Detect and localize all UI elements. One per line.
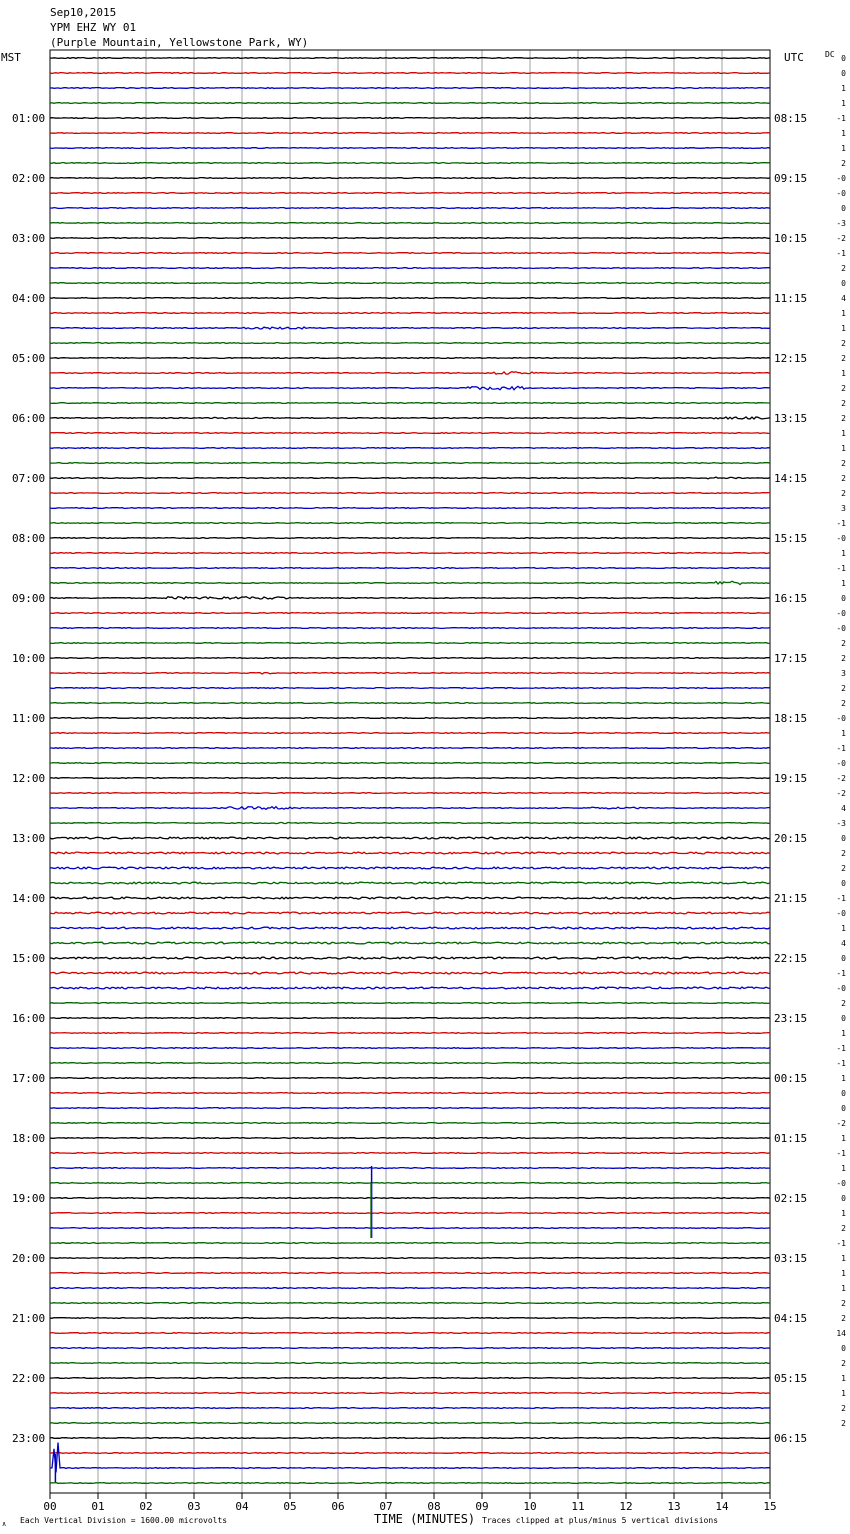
trace-line xyxy=(50,1378,770,1379)
dc-offset-value: -2 xyxy=(836,1119,846,1128)
trace-line xyxy=(50,793,770,794)
trace-line xyxy=(50,1198,770,1199)
trace-line xyxy=(50,882,770,884)
right-hour-label: 05:15 xyxy=(774,1372,808,1385)
dc-offset-value: 0 xyxy=(841,834,846,843)
trace-line xyxy=(50,268,770,269)
dc-offset-value: 2 xyxy=(841,159,846,168)
x-tick-label: 14 xyxy=(715,1500,729,1513)
dc-offset-value: 0 xyxy=(841,1194,846,1203)
dc-offset-value: 1 xyxy=(841,1374,846,1383)
dc-offset-value: 1 xyxy=(841,1029,846,1038)
record-date: Sep10,2015 xyxy=(50,6,117,19)
trace-line xyxy=(50,1108,770,1109)
trace-line xyxy=(50,283,770,284)
dc-offset-value: 2 xyxy=(841,489,846,498)
dc-offset-value: 0 xyxy=(841,204,846,213)
dc-offset-value: -1 xyxy=(836,1044,846,1053)
trace-line xyxy=(50,477,770,479)
trace-line xyxy=(50,1348,770,1349)
time-labels xyxy=(12,54,846,1445)
trace-line xyxy=(50,1303,770,1304)
trace-line xyxy=(50,1438,770,1439)
x-tick-label: 15 xyxy=(763,1500,777,1513)
dc-offset-value: -2 xyxy=(836,234,846,243)
x-tick-label: 10 xyxy=(523,1500,537,1513)
dc-offset-value: 0 xyxy=(841,1014,846,1023)
trace-line xyxy=(50,178,770,179)
dc-offset-value: 2 xyxy=(841,414,846,423)
right-hour-label: 21:15 xyxy=(774,892,808,905)
left-hour-label: 20:00 xyxy=(12,1252,46,1265)
trace-line xyxy=(50,1423,770,1424)
trace-line xyxy=(50,493,770,494)
trace-line xyxy=(50,343,770,344)
dc-offset-value: 0 xyxy=(841,54,846,63)
right-hour-label: 23:15 xyxy=(774,1012,808,1025)
trace-line xyxy=(50,523,770,524)
trace-line xyxy=(50,508,770,509)
trace-line xyxy=(50,88,770,89)
dc-offset-value: -0 xyxy=(836,624,846,633)
dc-offset-value: 3 xyxy=(841,669,846,678)
trace-line xyxy=(50,1443,770,1473)
dc-offset-value: 0 xyxy=(841,1104,846,1113)
trace-line xyxy=(50,957,770,959)
x-tick-label: 06 xyxy=(331,1500,345,1513)
dc-offset-value: -0 xyxy=(836,174,846,183)
right-hour-label: 01:15 xyxy=(774,1132,808,1145)
dc-offset-value: -1 xyxy=(836,969,846,978)
right-hour-label: 14:15 xyxy=(774,472,808,485)
left-hour-label: 22:00 xyxy=(12,1372,46,1385)
dc-offset-value: -0 xyxy=(836,759,846,768)
dc-offset-value: 1 xyxy=(841,1269,846,1278)
left-hour-label: 09:00 xyxy=(12,592,46,605)
dc-offset-value: -1 xyxy=(836,1239,846,1248)
trace-line xyxy=(50,581,770,584)
trace-line xyxy=(50,133,770,134)
right-hour-label: 16:15 xyxy=(774,592,808,605)
dc-offset-value: -1 xyxy=(836,894,846,903)
dc-offset-value: -1 xyxy=(836,564,846,573)
dc-offset-value: 1 xyxy=(841,444,846,453)
dc-offset-value: -0 xyxy=(836,909,846,918)
trace-line xyxy=(50,1168,770,1169)
x-tick-label: 02 xyxy=(139,1500,153,1513)
dc-offset-value: -1 xyxy=(836,114,846,123)
right-hour-label: 06:15 xyxy=(774,1432,808,1445)
right-hour-label: 19:15 xyxy=(774,772,808,785)
x-axis-title: TIME (MINUTES) xyxy=(374,1512,476,1526)
dc-offset-value: 1 xyxy=(841,1164,846,1173)
dc-offset-value: 2 xyxy=(841,1404,846,1413)
trace-line xyxy=(50,867,770,869)
trace-line xyxy=(50,58,770,59)
dc-offset-value: 1 xyxy=(841,1284,846,1293)
left-hour-label: 08:00 xyxy=(12,532,46,545)
dc-offset-value: 1 xyxy=(841,1209,846,1218)
dc-offset-value: -1 xyxy=(836,1149,846,1158)
dc-offset-value: 1 xyxy=(841,324,846,333)
trace-line xyxy=(50,1258,770,1259)
dc-offset-value: 2 xyxy=(841,1419,846,1428)
dc-offset-value: 1 xyxy=(841,429,846,438)
trace-line xyxy=(50,1408,770,1409)
right-hour-label: 04:15 xyxy=(774,1312,808,1325)
trace-line xyxy=(50,837,770,839)
x-tick-label: 11 xyxy=(571,1500,585,1513)
left-hour-label: 01:00 xyxy=(12,112,46,125)
right-hour-label: 03:15 xyxy=(774,1252,808,1265)
trace-line xyxy=(50,748,770,749)
trace-line xyxy=(50,118,770,119)
dc-offset-value: 2 xyxy=(841,999,846,1008)
trace-line xyxy=(50,897,770,899)
dc-offset-value: -0 xyxy=(836,714,846,723)
left-hour-label: 13:00 xyxy=(12,832,46,845)
trace-line xyxy=(50,568,770,569)
trace-line xyxy=(50,1018,770,1019)
right-hour-label: 10:15 xyxy=(774,232,808,245)
dc-offset-value: 2 xyxy=(841,654,846,663)
dc-offset-value: 2 xyxy=(841,459,846,468)
trace-line xyxy=(50,822,770,823)
trace-line xyxy=(50,703,770,704)
dc-offset-value: -0 xyxy=(836,534,846,543)
dc-offset-value: 0 xyxy=(841,594,846,603)
dc-offset-value: 1 xyxy=(841,579,846,588)
trace-line xyxy=(50,1078,770,1079)
trace-line xyxy=(50,193,770,194)
trace-line xyxy=(50,1003,770,1004)
dc-offset-value: -1 xyxy=(836,519,846,528)
right-hour-label: 12:15 xyxy=(774,352,808,365)
dc-offset-value: 0 xyxy=(841,1344,846,1353)
dc-offset-value: 4 xyxy=(841,939,846,948)
trace-line xyxy=(50,298,770,299)
dc-offset-value: -1 xyxy=(836,249,846,258)
trace-line xyxy=(50,208,770,209)
trace-line xyxy=(50,972,770,974)
left-hour-label: 16:00 xyxy=(12,1012,46,1025)
trace-line xyxy=(50,327,770,329)
x-tick-label: 04 xyxy=(235,1500,249,1513)
trace-line xyxy=(50,73,770,74)
x-tick-label: 00 xyxy=(43,1500,57,1513)
left-hour-label: 18:00 xyxy=(12,1132,46,1145)
trace-line xyxy=(50,538,770,539)
dc-offset-value: 2 xyxy=(841,1359,846,1368)
dc-offset-value: 0 xyxy=(841,954,846,963)
right-hour-label: 00:15 xyxy=(774,1072,808,1085)
x-tick-label: 01 xyxy=(91,1500,105,1513)
trace-line xyxy=(50,1123,770,1124)
trace-line xyxy=(50,852,770,854)
right-hour-label: 18:15 xyxy=(774,712,808,725)
trace-line xyxy=(50,1483,770,1484)
left-hour-label: 03:00 xyxy=(12,232,46,245)
trace-line xyxy=(50,912,770,914)
dc-offset-value: 0 xyxy=(841,69,846,78)
trace-line xyxy=(50,927,770,929)
dc-offset-value: 2 xyxy=(841,639,846,648)
trace-line xyxy=(50,613,770,614)
dc-offset-value: 2 xyxy=(841,339,846,348)
right-hour-label: 13:15 xyxy=(774,412,808,425)
trace-line xyxy=(50,1213,770,1214)
right-hour-label: 20:15 xyxy=(774,832,808,845)
x-tick-label: 13 xyxy=(667,1500,681,1513)
dc-offset-value: 14 xyxy=(836,1329,846,1338)
trace-line xyxy=(50,643,770,644)
scale-note: Each Vertical Division = 1600.00 microvolts xyxy=(20,1516,228,1525)
left-hour-label: 14:00 xyxy=(12,892,46,905)
dc-offset-value: -1 xyxy=(836,1059,846,1068)
right-hour-label: 09:15 xyxy=(774,172,808,185)
trace-line xyxy=(50,1183,770,1184)
trace-line xyxy=(50,433,770,434)
left-hour-label: 05:00 xyxy=(12,352,46,365)
right-hour-label: 15:15 xyxy=(774,532,808,545)
trace-line xyxy=(50,658,770,659)
x-tick-label: 09 xyxy=(475,1500,489,1513)
seismic-traces xyxy=(50,58,770,1484)
left-hour-label: 11:00 xyxy=(12,712,46,725)
trace-line xyxy=(50,253,770,254)
trace-line xyxy=(50,1453,770,1454)
left-hour-label: 17:00 xyxy=(12,1072,46,1085)
dc-offset-value: -3 xyxy=(836,219,846,228)
trace-line xyxy=(50,1063,770,1064)
trace-line xyxy=(50,597,770,599)
dc-offset-value: 0 xyxy=(841,279,846,288)
trace-line xyxy=(50,372,770,374)
trace-line xyxy=(50,1138,770,1139)
left-hour-label: 21:00 xyxy=(12,1312,46,1325)
trace-line xyxy=(50,1153,770,1154)
left-hour-label: 12:00 xyxy=(12,772,46,785)
trace-line xyxy=(50,1318,770,1319)
left-hour-label: 04:00 xyxy=(12,292,46,305)
left-hour-label: 02:00 xyxy=(12,172,46,185)
right-hour-label: 08:15 xyxy=(774,112,808,125)
dc-offset-value: 2 xyxy=(841,354,846,363)
dc-offset-value: 1 xyxy=(841,99,846,108)
trace-line xyxy=(50,807,770,810)
trace-line xyxy=(50,448,770,449)
dc-offset-value: 1 xyxy=(841,1074,846,1083)
dc-offset-value: 4 xyxy=(841,804,846,813)
dc-offset-value: -1 xyxy=(836,744,846,753)
dc-offset-value: -2 xyxy=(836,789,846,798)
trace-line xyxy=(50,628,770,629)
trace-line xyxy=(50,763,770,764)
trace-line xyxy=(50,718,770,719)
right-hour-label: 17:15 xyxy=(774,652,808,665)
left-hour-label: 10:00 xyxy=(12,652,46,665)
left-hour-label: 06:00 xyxy=(12,412,46,425)
dc-offset-value: 2 xyxy=(841,1224,846,1233)
trace-line xyxy=(50,942,770,944)
dc-offset-value: 2 xyxy=(841,264,846,273)
dc-offset-value: 2 xyxy=(841,864,846,873)
trace-line xyxy=(50,1048,770,1049)
dc-offset-value: 2 xyxy=(841,1299,846,1308)
trace-line xyxy=(50,403,770,404)
trace-line xyxy=(50,733,770,734)
trace-line xyxy=(50,1228,770,1229)
trace-line xyxy=(50,673,770,675)
dc-offset-value: 3 xyxy=(841,504,846,513)
trace-line xyxy=(50,1333,770,1334)
dc-offset-value: 1 xyxy=(841,1254,846,1263)
trace-line xyxy=(50,778,770,779)
left-hour-label: 23:00 xyxy=(12,1432,46,1445)
trace-line xyxy=(50,688,770,689)
dc-offset-value: 2 xyxy=(841,474,846,483)
dc-offset-value: 2 xyxy=(841,384,846,393)
dc-offset-value: 1 xyxy=(841,729,846,738)
trace-line xyxy=(50,313,770,314)
trace-line xyxy=(50,223,770,224)
dc-offset-value: 4 xyxy=(841,294,846,303)
x-tick-label: 05 xyxy=(283,1500,297,1513)
right-hour-label: 22:15 xyxy=(774,952,808,965)
right-timezone-label: UTC xyxy=(784,51,804,64)
trace-line xyxy=(50,103,770,104)
trace-line xyxy=(50,163,770,164)
x-axis xyxy=(43,1493,776,1513)
left-timezone-label: MST xyxy=(1,51,21,64)
dc-offset-header: DC xyxy=(825,50,835,59)
dc-offset-value: -3 xyxy=(836,819,846,828)
dc-offset-value: 2 xyxy=(841,399,846,408)
trace-line xyxy=(50,358,770,359)
dc-offset-value: 1 xyxy=(841,369,846,378)
trace-line xyxy=(50,1288,770,1289)
dc-offset-value: -0 xyxy=(836,609,846,618)
dc-offset-value: 1 xyxy=(841,144,846,153)
trace-line xyxy=(50,1273,770,1274)
station-location: (Purple Mountain, Yellowstone Park, WY) xyxy=(50,36,309,49)
dc-offset-value: 0 xyxy=(841,1089,846,1098)
dc-offset-value: 2 xyxy=(841,699,846,708)
dc-offset-value: -0 xyxy=(836,1179,846,1188)
trace-line xyxy=(50,553,770,554)
trace-line xyxy=(50,238,770,239)
right-hour-label: 02:15 xyxy=(774,1192,808,1205)
x-tick-label: 12 xyxy=(619,1500,633,1513)
usgs-corner-mark: ∧ xyxy=(2,1520,7,1528)
dc-offset-value: 1 xyxy=(841,1134,846,1143)
left-hour-label: 15:00 xyxy=(12,952,46,965)
dc-offset-value: 1 xyxy=(841,129,846,138)
clip-note: Traces clipped at plus/minus 5 vertical divisions xyxy=(482,1516,719,1525)
minute-gridlines xyxy=(50,50,770,1493)
dc-offset-value: 1 xyxy=(841,924,846,933)
dc-offset-value: 1 xyxy=(841,84,846,93)
dc-offset-value: 0 xyxy=(841,879,846,888)
trace-line xyxy=(50,1243,770,1244)
left-hour-label: 19:00 xyxy=(12,1192,46,1205)
dc-offset-value: 2 xyxy=(841,1314,846,1323)
station-code: YPM EHZ WY 01 xyxy=(50,21,137,34)
trace-line xyxy=(50,1093,770,1094)
x-tick-label: 07 xyxy=(379,1500,393,1513)
dc-offset-value: 1 xyxy=(841,1389,846,1398)
plot-frame xyxy=(50,50,770,1493)
trace-line xyxy=(50,148,770,149)
trace-line xyxy=(50,1363,770,1364)
right-hour-label: 11:15 xyxy=(774,292,808,305)
trace-line xyxy=(50,417,770,419)
dc-offset-value: -0 xyxy=(836,984,846,993)
dc-offset-value: -2 xyxy=(836,774,846,783)
trace-line xyxy=(50,1033,770,1034)
trace-line xyxy=(50,987,770,989)
dc-offset-value: 2 xyxy=(841,849,846,858)
dc-offset-value: 2 xyxy=(841,684,846,693)
trace-line xyxy=(50,463,770,464)
trace-line xyxy=(50,1393,770,1394)
x-tick-label: 08 xyxy=(427,1500,441,1513)
left-hour-label: 07:00 xyxy=(12,472,46,485)
dc-offset-value: -0 xyxy=(836,189,846,198)
dc-offset-value: 1 xyxy=(841,309,846,318)
x-tick-label: 03 xyxy=(187,1500,201,1513)
dc-offset-value: 1 xyxy=(841,549,846,558)
trace-line xyxy=(50,386,770,390)
